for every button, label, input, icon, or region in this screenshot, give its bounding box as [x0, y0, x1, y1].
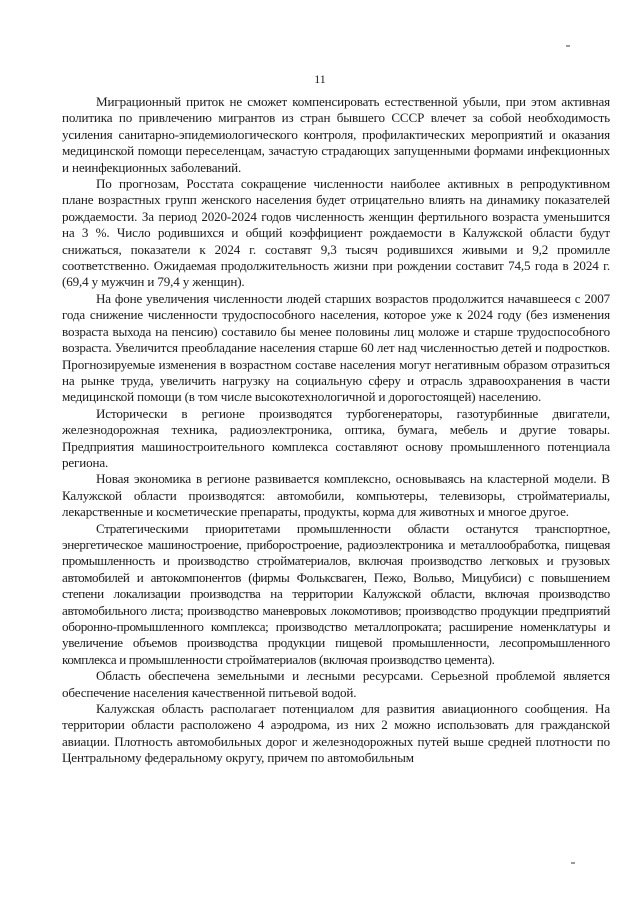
paragraph-aviation: Калужская область располагает потенциалом для развития авиационного сообщения. На территории области расположено 4 аэродрома, из них 2 можно использовать для гражданской авиации. Плотность автомобильных дорог и железнодорожных путей выше средней плотности по Центральному федеральному округу, причем по автомобильным: [62, 701, 610, 766]
scan-artifact: [571, 862, 575, 864]
body-text: [62, 94, 610, 767]
paragraph-priorities: Стратегическими приоритетами промышленности области останутся транспортное, энергетическое машиностроение, приборостроение, радиоэлектроника и металлообработка, пищевая промышленность и производство стройматериалов, включая производство легковых и грузовых автомобилей и автокомпонентов (фирмы Фольксваген, Пежо, Вольво, Мицубиси) с повышением степени локализации производства на территории Калужской области, включая производство автомобильного листа; производство маневровых локомотивов; производство продукции предприятий оборонно-промышленного комплекса; производство металлопроката; расширение номенклатуры и увеличение объемов производства продукции пищевой промышленности, лесопромышленного комплекса и промышленности стройматериалов (включая производство цемента).: [62, 520, 610, 667]
paragraph-resources: Область обеспечена земельными и лесными ресурсами. Серьезной проблемой является обеспечение населения качественной питьевой водой.: [62, 668, 610, 700]
paragraph-forecast: По прогнозам, Росстата сокращение численности наиболее активных в репродуктивном плане возрастных групп женского населения будет отрицательно влиять на динамику показателей рождаемости. За период 2020-2024 годов численность женщин фертильного возраста уменьшится на 3 %. Число родившихся и общий коэффициент рождаемости в Калужской области будут снижаться, показатели к 2024 г. составят 9,3 тысяч родившихся живыми и 9,2 промилле соответственно. Ожидаемая продолжительность жизни при рождении составит 74,5 года в 2024 г. (69,4 у мужчин и 79,4 у женщин).: [62, 176, 610, 290]
scan-artifact: [566, 45, 570, 47]
paragraph-migration: Миграционный приток не сможет компенсировать естественной убыли, при этом активная политика по привлечению мигрантов из стран бывшего СССР влечет за собой необходимость усиления санитарно-эпидемиологического контроля, профилактических мероприятий и оказания медицинской помощи переселенцам, зачастую страдающих запущенными формами инфекционных и неинфекционных заболеваний.: [62, 94, 610, 175]
paragraph-aging: На фоне увеличения численности людей старших возрастов продолжится начавшееся с 2007 года снижение численности трудоспособного населения, которое уже к 2024 году (без изменения возраста выхода на пенсию) составило бы менее половины лиц моложе и старше трудоспособного возраста. Увеличится преобладание населения старше 60 лет над численностью детей и подростков. Прогнозируемые изменения в возрастном составе населения могут негативным образом отразиться на рынке труда, увеличить нагрузку на социальную сферу и отрасль здравоохранения в части медицинской помощи (в том числе высокотехнологичной и дорогостоящей) населению.: [62, 290, 610, 405]
page-number: 11: [314, 72, 326, 86]
paragraph-new-economy: Новая экономика в регионе развивается комплексно, основываясь на кластерной модели. В Калужской области производятся: автомобили, компьютеры, телевизоры, стройматериалы, лекарственные и косметические препараты, продукты, корма для животных и многое другое.: [62, 471, 610, 520]
paragraph-industry-history: Исторически в регионе производятся турбогенераторы, газотурбинные двигатели, железнодорожная техника, радиоэлектроника, оптика, бумага, мебель и другие товары. Предприятия машиностроительного комплекса составляют основу промышленного потенциала региона.: [62, 405, 610, 470]
